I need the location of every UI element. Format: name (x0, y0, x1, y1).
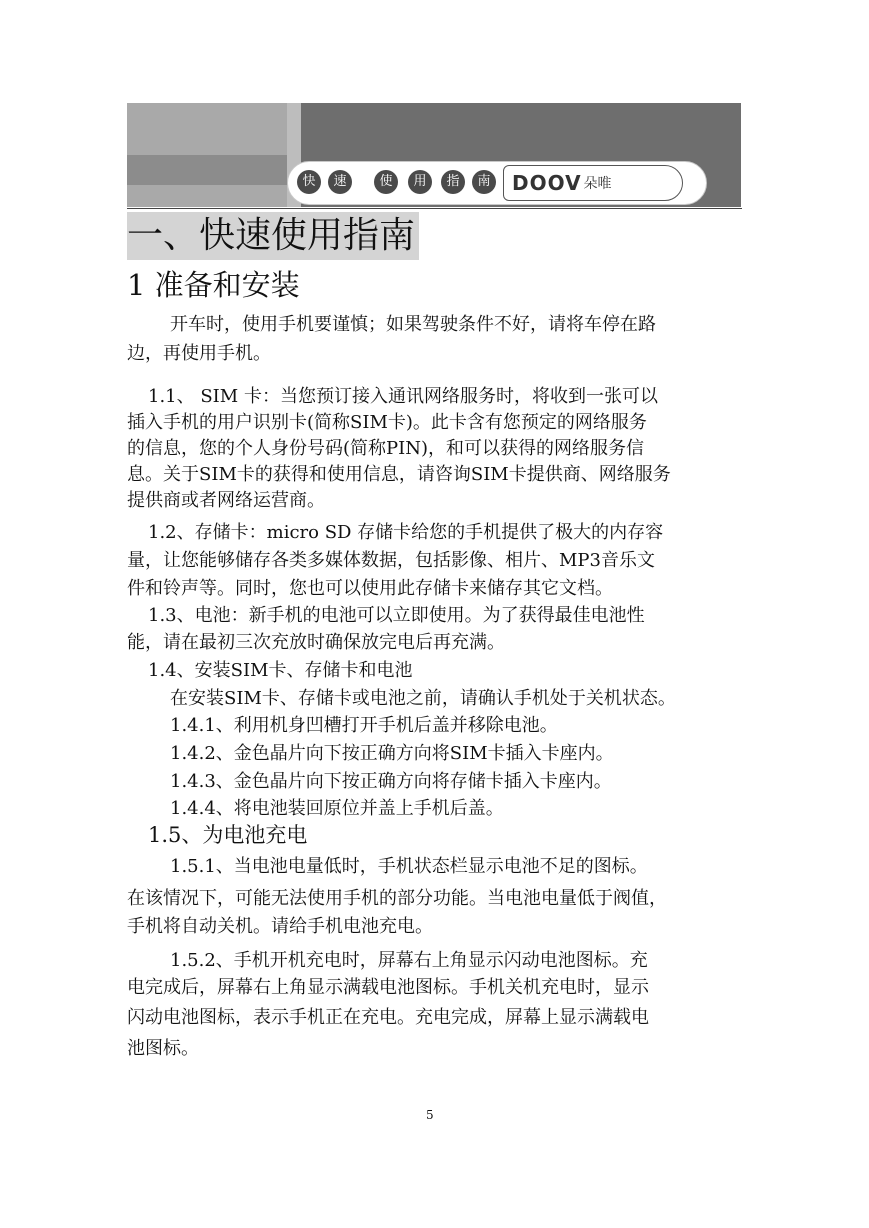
body-line: 1.4.1、利用机身凹槽打开手机后盖并移除电池。 (170, 715, 558, 736)
chapter-title: 一、快速使用指南 (127, 212, 419, 260)
guide-char-6: 南 (472, 170, 496, 194)
header-banner (127, 103, 741, 207)
body-line: 电完成后，屏幕右上角显示满载电池图标。手机关机充电时，显示 (127, 977, 649, 998)
guide-char-3: 使 (374, 170, 398, 194)
body-line: 1.4.3、金色晶片向下按正确方向将存储卡插入卡座内。 (170, 771, 612, 792)
banner-band (127, 155, 295, 185)
body-line: 1.1、 SIM 卡：当您预订接入通讯网络服务时，将收到一张可以 (148, 386, 658, 407)
guide-char-2: 速 (328, 170, 352, 194)
body-line: 提供商或者网络运营商。 (127, 490, 325, 511)
section-title: 1 准备和安装 (127, 268, 300, 302)
body-line: 1.4、安装SIM卡、存储卡和电池 (148, 660, 413, 681)
brand-logo-en: DOOV (512, 171, 582, 195)
body-line: 的信息，您的个人身份号码(简称PIN)，和可以获得的网络服务信 (127, 438, 645, 459)
guide-char-1: 快 (297, 170, 321, 194)
guide-char-4: 用 (408, 170, 432, 194)
body-line: 件和铃声等。同时，您也可以使用此存储卡来储存其它文档。 (127, 578, 613, 599)
guide-char-5: 指 (441, 170, 465, 194)
body-line: 1.5.1、当电池电量低时，手机状态栏显示电池不足的图标。 (170, 856, 648, 877)
body-line: 池图标。 (127, 1038, 199, 1059)
body-line: 边，再使用手机。 (127, 343, 271, 364)
body-line: 1.2、存储卡：micro SD 存储卡给您的手机提供了极大的内存容 (148, 522, 664, 543)
body-line: 1.4.4、将电池装回原位并盖上手机后盖。 (170, 798, 504, 819)
body-line: 1.4.2、金色晶片向下按正确方向将SIM卡插入卡座内。 (170, 743, 614, 764)
body-line: 闪动电池图标，表示手机正在充电。充电完成，屏幕上显示满载电 (127, 1007, 649, 1028)
body-line: 量，让您能够储存各类多媒体数据，包括影像、相片、MP3音乐文 (127, 550, 655, 571)
body-line: 息。关于SIM卡的获得和使用信息，请咨询SIM卡提供商、网络服务 (127, 464, 671, 485)
page-number: 5 (426, 1108, 434, 1122)
body-line: 在该情况下，可能无法使用手机的部分功能。当电池电量低于阀值， (127, 888, 667, 909)
header-rule (127, 208, 742, 209)
body-line: 开车时，使用手机要谨慎；如果驾驶条件不好，请将车停在路 (170, 314, 656, 335)
brand-logo (503, 165, 683, 201)
body-line: 1.3、电池：新手机的电池可以立即使用。为了获得最佳电池性 (148, 605, 645, 626)
body-line: 插入手机的用户识别卡(简称SIM卡)。此卡含有您预定的网络服务 (127, 412, 647, 433)
body-line: 1.5、为电池充电 (148, 823, 308, 847)
body-line: 手机将自动关机。请给手机电池充电。 (127, 916, 433, 937)
body-line: 1.5.2、手机开机充电时，屏幕右上角显示闪动电池图标。充 (170, 950, 648, 971)
body-line: 在安装SIM卡、存储卡或电池之前，请确认手机处于关机状态。 (170, 688, 676, 709)
body-line: 能，请在最初三次充放时确保放完电后再充满。 (127, 632, 505, 653)
brand-logo-cn: 朵唯 (583, 176, 612, 192)
